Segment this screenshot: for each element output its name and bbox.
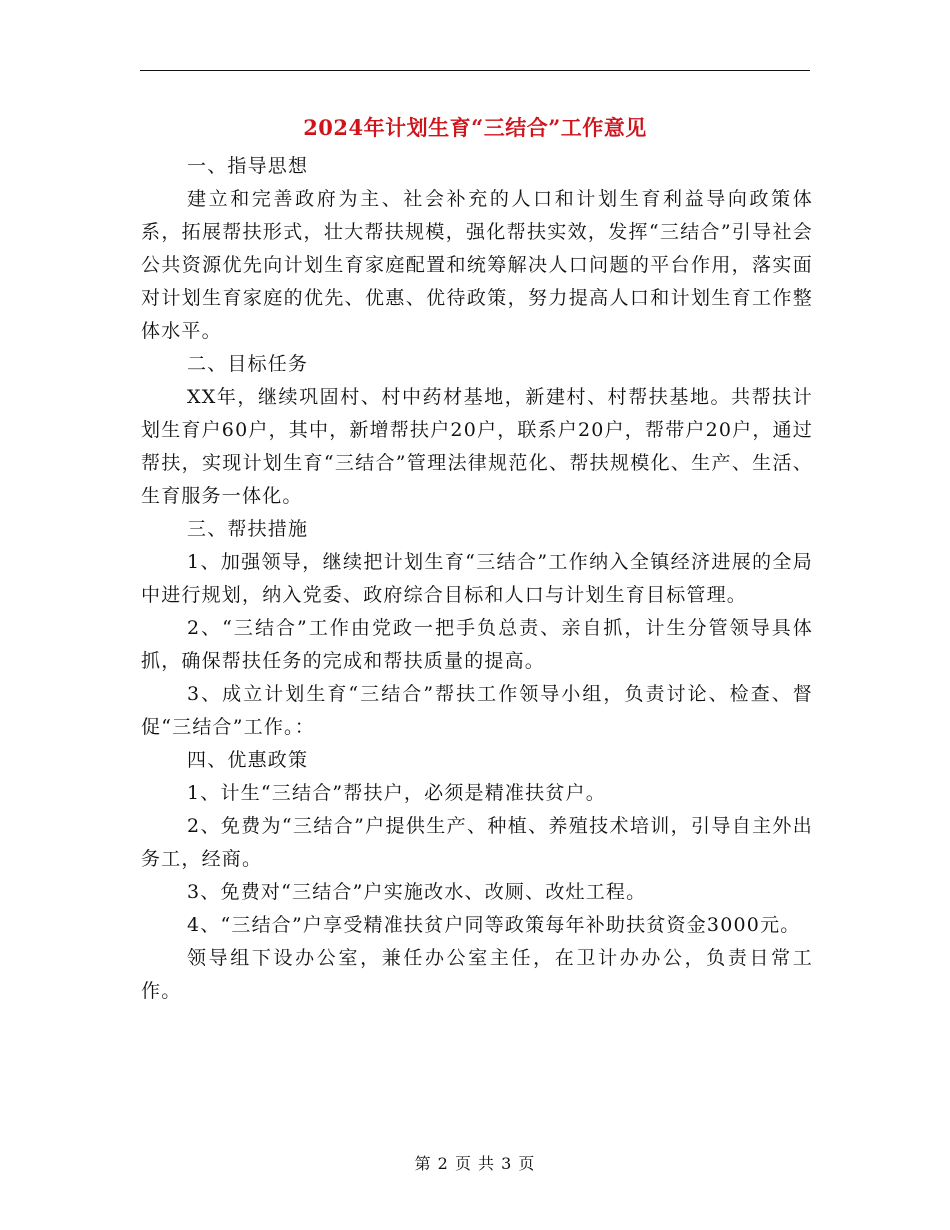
section-heading-objectives: 二、目标任务 xyxy=(187,353,309,375)
paragraph-measure-3: 3、成立计划生育“三结合”帮扶工作领导小组，负责讨论、检查、督促“三结合”工作。： xyxy=(141,683,813,738)
paragraph-policy-1: 1、计生“三结合”帮扶户，必须是精准扶贫户。 xyxy=(187,782,606,804)
document-body xyxy=(141,150,813,1008)
header-rule xyxy=(140,70,810,71)
paragraph-policy-3: 3、免费对“三结合”户实施改水、改厕、改灶工程。 xyxy=(187,881,647,903)
section-heading-policies: 四、优惠政策 xyxy=(187,749,309,771)
paragraph-policy-4: 4、“三结合”户享受精准扶贫户同等政策每年补助扶贫资金3000元。 xyxy=(187,914,801,936)
paragraph-measure-2: 2、“三结合”工作由党政一把手负总责、亲自抓，计生分管领导具体抓，确保帮扶任务的完成和帮扶质量的提高。 xyxy=(141,617,813,672)
paragraph-office: 领导组下设办公室，兼任办公室主任，在卫计办办公，负责日常工作。 xyxy=(141,947,813,1002)
section-heading-measures: 三、帮扶措施 xyxy=(187,518,309,540)
paragraph-guiding-ideology: 建立和完善政府为主、社会补充的人口和计划生育利益导向政策体系，拓展帮扶形式，壮大帮扶规模，强化帮扶实效，发挥“三结合”引导社会公共资源优先向计划生育家庭配置和统筹解决人口问题的平台作用，落实面对计划生育家庭的优先、优惠、优待政策，努力提高人口和计划生育工作整体水平。 xyxy=(141,188,813,342)
paragraph-policy-2: 2、免费为“三结合”户提供生产、种植、养殖技术培训，引导自主外出务工，经商。 xyxy=(141,815,813,870)
section-heading-guiding-ideology: 一、指导思想 xyxy=(187,155,309,177)
paragraph-measure-1: 1、加强领导，继续把计划生育“三结合”工作纳入全镇经济进展的全局中进行规划，纳入党委、政府综合目标和人口与计划生育目标管理。 xyxy=(141,551,813,606)
paragraph-objectives: XX年，继续巩固村、村中药材基地，新建村、村帮扶基地。共帮扶计划生育户60户，其中，新增帮扶户20户，联系户20户，帮带户20户，通过帮扶，实现计划生育“三结合”管理法律规范化、帮扶规模化、生产、生活、生育服务一体化。 xyxy=(141,386,813,507)
page-number-footer: 第 2 页 共 3 页 xyxy=(414,1154,536,1173)
document-title: 2024年计划生育“三结合”工作意见 xyxy=(303,115,647,140)
